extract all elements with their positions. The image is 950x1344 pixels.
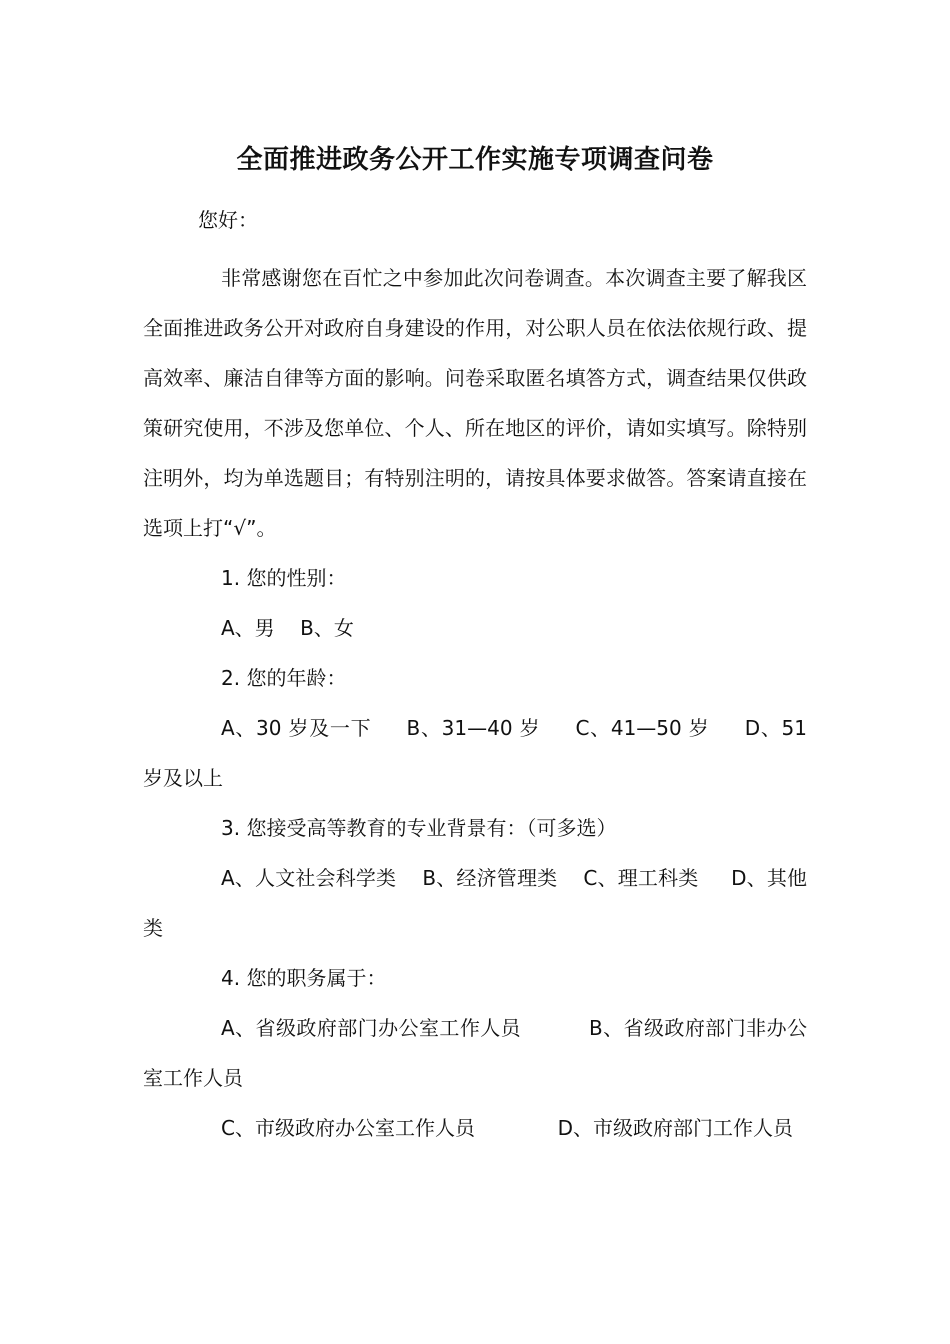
option-c: C、市级政府办公室工作人员 xyxy=(221,1116,475,1140)
question-2-options xyxy=(143,703,807,803)
option-b: B、省级政府部门非办公室工作人员 xyxy=(143,1016,808,1090)
option-c: C、理工科类 xyxy=(583,866,699,890)
question-4-options-cd xyxy=(143,1103,807,1153)
option-b: B、经济管理类 xyxy=(422,866,558,890)
option-d: D、51 岁及以上 xyxy=(143,716,807,790)
question-3: 3. 您接受高等教育的专业背景有：（可多选） xyxy=(221,816,617,840)
option-a: A、男 xyxy=(221,616,275,640)
option-a: A、人文社会科学类 xyxy=(221,866,397,890)
option-c: C、41—50 岁 xyxy=(575,716,710,740)
question-4-options-ab xyxy=(143,1003,807,1103)
option-d: D、市级政府部门工作人员 xyxy=(557,1116,794,1140)
greeting: 您好： xyxy=(198,208,258,232)
intro-paragraph: 非常感谢您在百忙之中参加此次问卷调查。本次调查主要了解我区全面推进政务公开对政府自身建设的作用，对公职人员在依法依规行政、提高效率、廉洁自律等方面的影响。问卷采取匿名填答方式，调查结果仅供政策研究使用，不涉及您单位、个人、所在地区的评价，请如实填写。除特别注明外，均为单选题目；有特别注明的，请按具体要求做答。答案请直接在选项上打“√”。 xyxy=(143,266,807,540)
option-b: B、女 xyxy=(300,616,354,640)
document-body xyxy=(143,253,807,1153)
question-2: 2. 您的年龄： xyxy=(221,666,347,690)
question-3-options xyxy=(143,853,807,953)
option-b: B、31—40 岁 xyxy=(406,716,541,740)
question-1-options xyxy=(143,603,807,653)
option-a: A、省级政府部门办公室工作人员 xyxy=(221,1016,522,1040)
document-title: 全面推进政务公开工作实施专项调查问卷 xyxy=(236,145,714,175)
question-1: 1. 您的性别： xyxy=(221,566,347,590)
option-d: D、其他类 xyxy=(143,866,807,940)
question-4: 4. 您的职务属于： xyxy=(221,966,387,990)
option-a: A、30 岁及一下 xyxy=(221,716,372,740)
